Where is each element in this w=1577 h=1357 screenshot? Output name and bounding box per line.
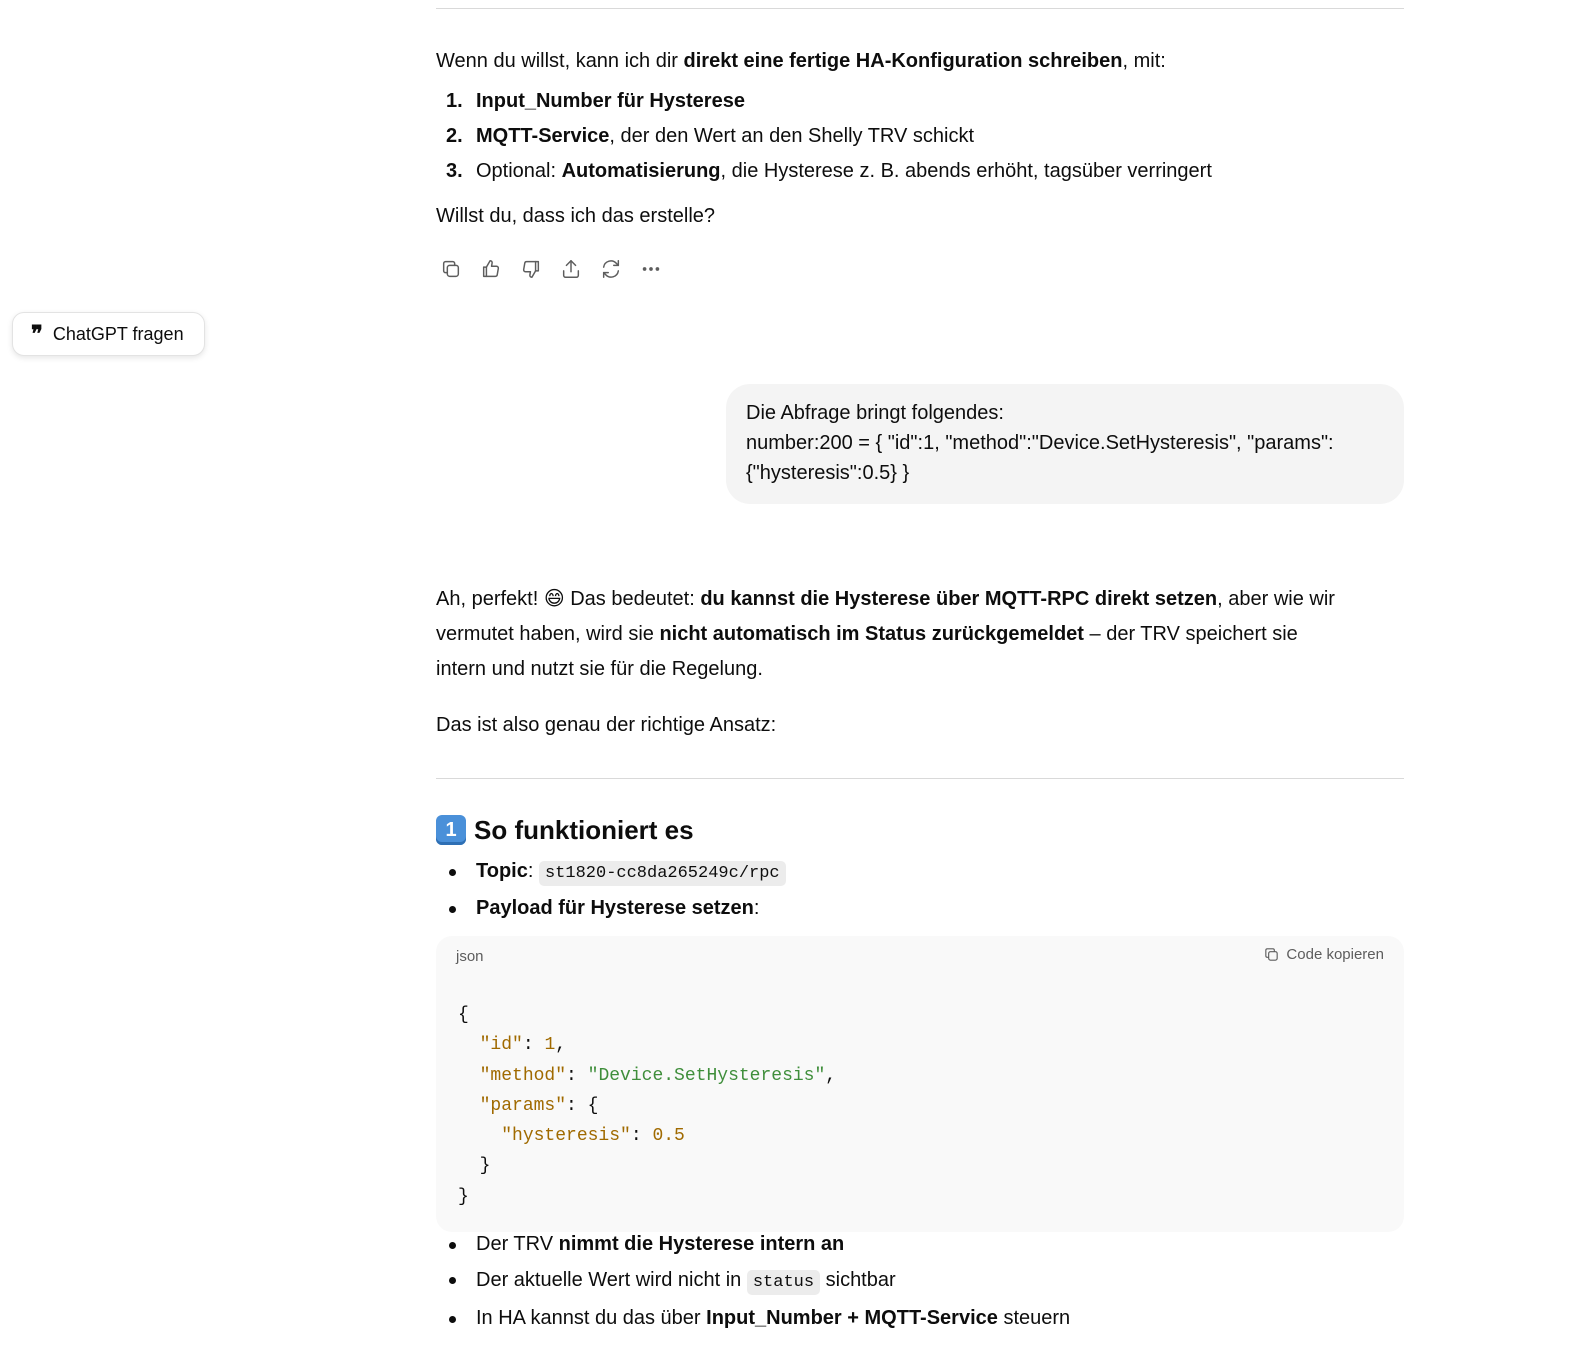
code-number: 1	[544, 1035, 556, 1056]
user-message-line: number:200 = { "id":1, "method":"Device.SetHysteresis", "params":	[746, 432, 1334, 454]
inline-code: st1820-cc8da265249c/rpc	[539, 861, 786, 886]
keycap-one-emoji: 1	[436, 815, 466, 845]
inline-code: status	[747, 1270, 820, 1295]
text: – der TRV speichert sie	[1083, 623, 1298, 645]
text: intern und nutzt sie für die Regelung.	[436, 658, 763, 680]
bold-text: direkt eine fertige HA-Konfiguration schreiben	[683, 50, 1123, 72]
bullet-list	[436, 1227, 1404, 1336]
user-message-bubble	[726, 384, 1404, 504]
code-key: "hysteresis"	[501, 1126, 631, 1147]
more-icon	[640, 258, 662, 280]
list-item	[436, 154, 1404, 189]
copy-icon	[440, 258, 462, 280]
copy-button[interactable]	[436, 254, 466, 284]
text: :	[527, 860, 539, 882]
list-item	[436, 1227, 1404, 1262]
code-token: }	[458, 1186, 469, 1207]
code-key: "method"	[479, 1065, 567, 1086]
user-message-line: Die Abfrage bringt folgendes:	[746, 402, 1004, 424]
bold-text: nimmt die Hysterese intern an	[558, 1233, 845, 1255]
text: Ah, perfekt! 😄 Das bedeutet:	[436, 588, 701, 610]
code-number: 0.5	[652, 1126, 685, 1147]
bold-text: nicht automatisch im Status zurückgemeldet	[659, 623, 1084, 645]
bold-text: du kannst die Hysterese über MQTT-RPC direkt setzen	[700, 588, 1218, 610]
section-heading	[436, 812, 694, 848]
regenerate-button[interactable]	[596, 254, 626, 284]
list-item	[436, 891, 1404, 926]
text: steuern	[997, 1307, 1071, 1329]
message-actions	[436, 254, 666, 284]
code-key: "params"	[479, 1095, 567, 1116]
text: Der TRV	[476, 1233, 559, 1255]
text: , der den Wert an den Shelly TRV schickt	[609, 125, 975, 147]
text: :	[753, 897, 760, 919]
assistant-paragraph	[436, 582, 1404, 687]
list-number: 3.	[446, 160, 463, 182]
regenerate-icon	[600, 258, 622, 280]
list-item	[436, 854, 1404, 891]
bold-text: Automatisierung	[561, 160, 721, 182]
bold-text: Input_Number für Hysterese	[476, 90, 745, 112]
code-content: { "id": 1, "method": "Device.SetHysteresis", "params": { "hysteresis": 0.5 } }	[458, 1005, 837, 1207]
bold-text: Topic	[476, 860, 528, 882]
thumbs-up-icon	[480, 258, 502, 280]
text: Wenn du willst, kann ich dir	[436, 50, 684, 72]
copy-code-label: Code kopieren	[1286, 946, 1384, 963]
list-item	[436, 1262, 1404, 1301]
text: Optional:	[476, 160, 562, 182]
user-message-line: {"hysteresis":0.5} }	[746, 462, 910, 484]
copy-code-button[interactable]	[1263, 946, 1384, 963]
quote-icon: ❞	[31, 321, 43, 347]
bold-text: Payload für Hysterese setzen	[476, 897, 754, 919]
ask-chatgpt-button[interactable]	[12, 312, 205, 356]
thumbs-down-button[interactable]	[516, 254, 546, 284]
code-token: }	[479, 1156, 491, 1177]
list-item	[436, 84, 1404, 119]
assistant-question: Willst du, dass ich das erstelle?	[436, 205, 716, 227]
code-key: "id"	[479, 1035, 523, 1056]
assistant-paragraph: Das ist also genau der richtige Ansatz:	[436, 714, 777, 736]
text: Der aktuelle Wert wird nicht in	[476, 1269, 747, 1291]
share-button[interactable]	[556, 254, 586, 284]
bold-text: MQTT-Service	[476, 125, 610, 147]
bullet-list	[436, 854, 1404, 926]
divider	[436, 778, 1404, 779]
list-number: 2.	[446, 125, 463, 147]
list-number: 1.	[446, 90, 463, 112]
share-icon	[560, 258, 582, 280]
code-string: "Device.SetHysteresis"	[587, 1065, 826, 1086]
code-language-label: json	[456, 948, 484, 965]
assistant-paragraph	[436, 44, 1404, 79]
thumbs-up-button[interactable]	[476, 254, 506, 284]
heading-text: So funktioniert es	[474, 815, 694, 845]
list-item	[436, 1301, 1404, 1336]
ask-chatgpt-label: ChatGPT fragen	[52, 323, 184, 344]
copy-icon	[1263, 946, 1280, 963]
text: vermutet haben, wird sie	[436, 623, 660, 645]
divider	[436, 8, 1404, 9]
text: , aber wie wir	[1217, 588, 1335, 610]
bold-text: Input_Number + MQTT-Service	[706, 1307, 998, 1329]
thumbs-down-icon	[520, 258, 542, 280]
text: , die Hysterese z. B. abends erhöht, tagsüber verringert	[720, 160, 1212, 182]
more-button[interactable]	[636, 254, 666, 284]
list-item	[436, 119, 1404, 154]
code-token: {	[458, 1005, 469, 1025]
text: , mit:	[1122, 50, 1166, 72]
text: sichtbar	[820, 1269, 896, 1291]
numbered-list	[436, 84, 1404, 189]
text: In HA kannst du das über	[476, 1307, 707, 1329]
code-block	[436, 936, 1404, 1232]
